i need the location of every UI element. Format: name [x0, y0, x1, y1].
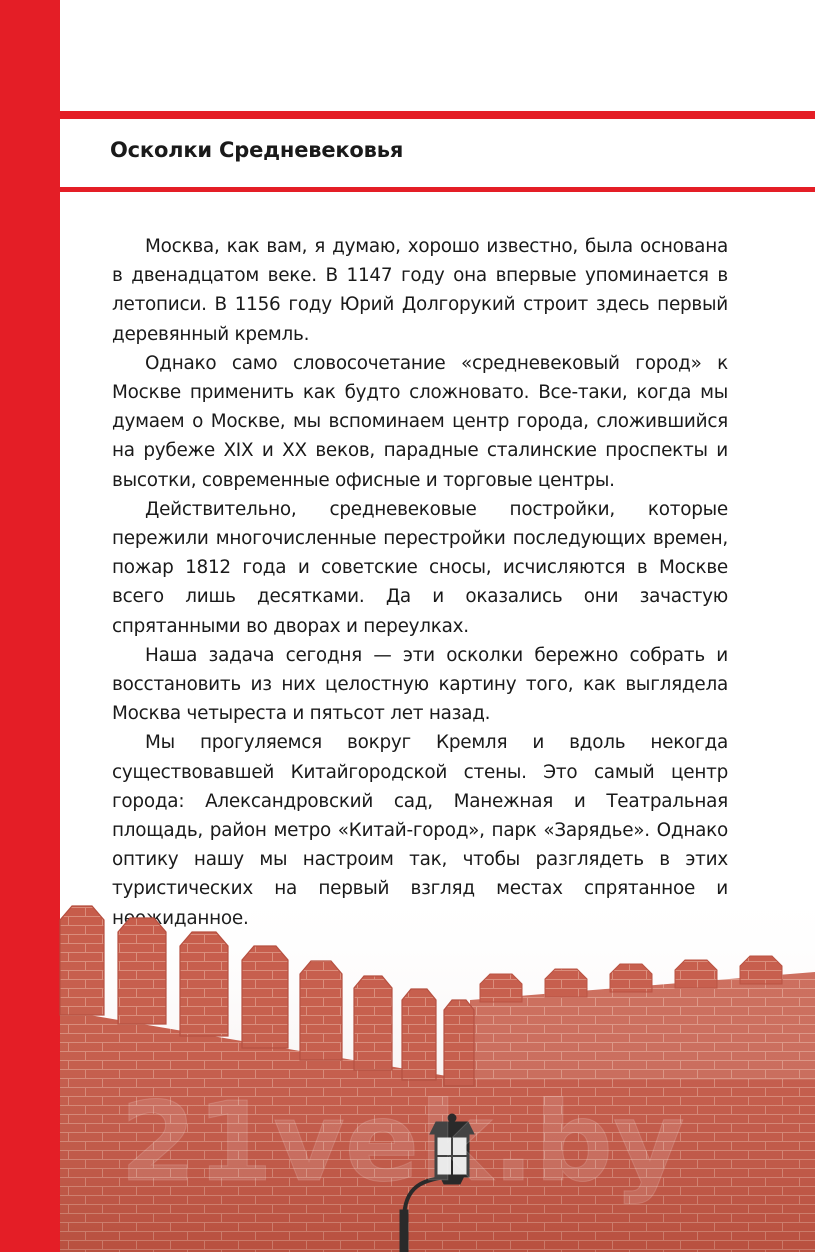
paragraph-5: Мы прогуляемся вокруг Кремля и вдоль некогда существовавшей Китайгородской стены. Это самый центр города: Александровский сад, Манежная и Театральная площадь, район метро «Китай-город», парк «Зарядье». Однако оптику нашу мы настроим так, чтобы разглядеть в этих	[112, 732, 728, 871]
watermark: 21vek.by	[120, 1078, 685, 1206]
paragraph-4: Наша задача сегодня — эти осколки бережно собрать и восстановить из них целостную картину того, как выглядела Москва четыреста и пятьсот лет назад.	[112, 644, 728, 725]
paragraph-2: Однако само словосочетание «средневековый город» к Москве применить как будто сложновато. Все-таки, когда мы думаем о Москве, мы вспоминаем центр города, сложившийся на рубеже XIX и XX веков, парадные сталинские проспекты и высотки, современные офисные и торговые центры.	[112, 352, 728, 491]
chapter-body	[112, 232, 728, 933]
header-rule-bottom	[60, 187, 815, 192]
kremlin-wall-illustration	[0, 880, 815, 1252]
paragraph-1: Москва, как вам, я думаю, хорошо известно, была основана в двенадцатом веке. В 1147 году она впервые упоминается в летописи. В 1156 году Юрий Долгорукий строит здесь первый деревянный кремль.	[112, 236, 728, 345]
paragraph-3: Действительно, средневековые постройки, которые пережили многочисленные перестройки последующих времен, пожар 1812 года и советские сносы, исчисляются в Москве всего лишь десятками. Да и оказались они зачастую спрятанными во дворах и переулках.	[112, 498, 728, 637]
header-rule-top	[60, 111, 815, 119]
chapter-title: Осколки Средневековья	[110, 138, 404, 162]
